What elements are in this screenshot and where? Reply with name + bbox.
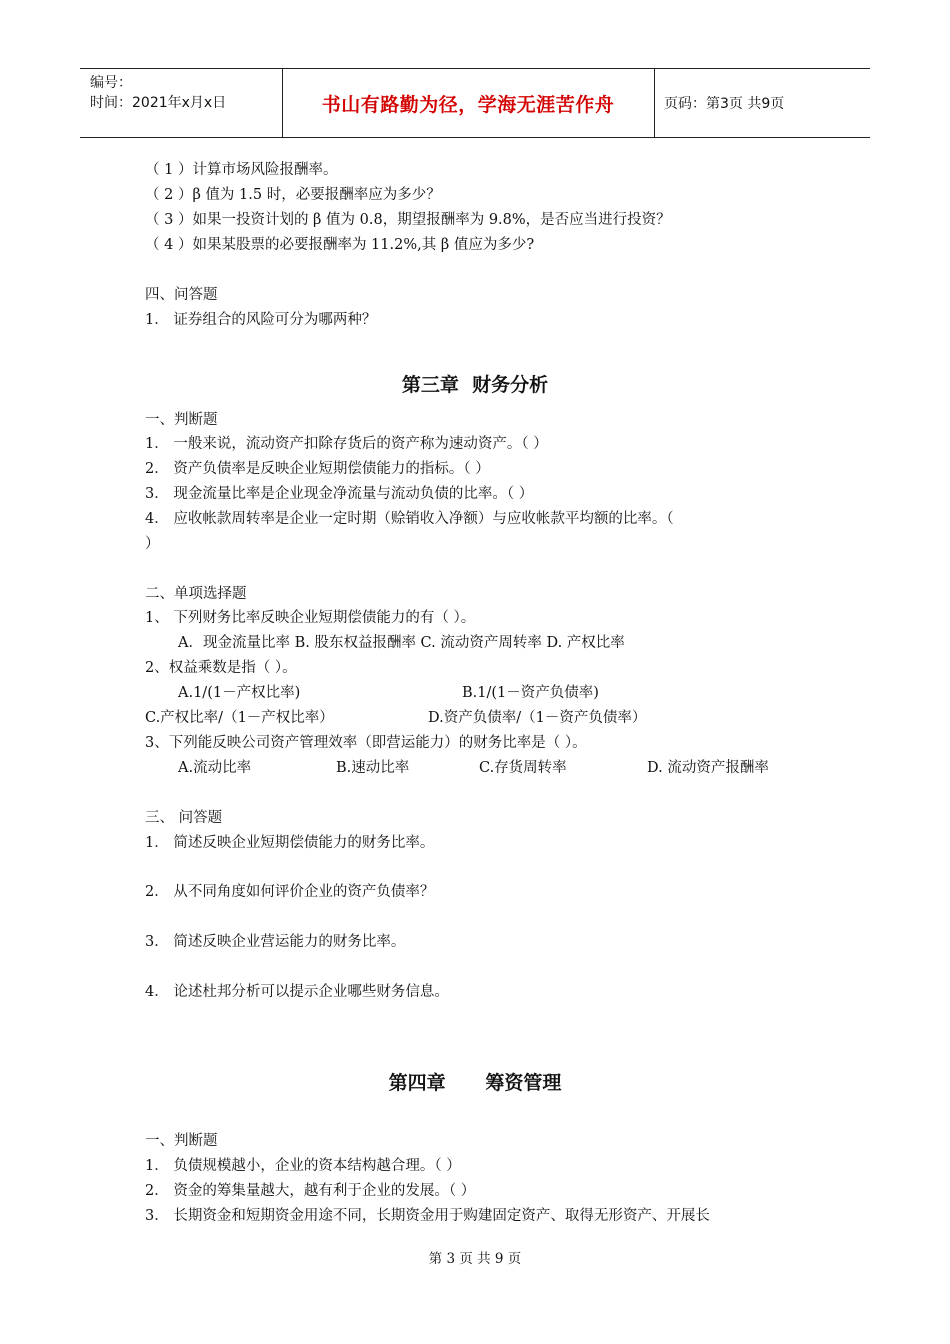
choice-option: D.资产负债率/（1－资产负债率） bbox=[428, 710, 647, 726]
question-line: 4． 应收帐款周转率是企业一定时期（赊销收入净额）与应收帐款平均额的比率。（ bbox=[145, 511, 674, 527]
header-divider bbox=[654, 69, 655, 137]
question-line: 1． 一般来说，流动资产扣除存货后的资产称为速动资产。（ ） bbox=[145, 436, 548, 452]
question-line: 4． 论述杜邦分析可以提示企业哪些财务信息。 bbox=[145, 984, 449, 1000]
header-page-info: 页码：第3页 共9页 bbox=[664, 96, 785, 112]
question-line: 2、权益乘数是指（ ）。 bbox=[145, 660, 297, 676]
number-label: 编号： bbox=[90, 75, 132, 91]
page-footer: 第 3 页 共 9 页 bbox=[428, 1251, 522, 1267]
question-line: ） bbox=[145, 536, 160, 552]
question-line: （ 2 ）β 值为 1.5 时，必要报酬率应为多少？ bbox=[145, 187, 441, 203]
section-heading: 二、单项选择题 bbox=[145, 586, 247, 602]
choice-option: A.流动比率 bbox=[178, 760, 252, 776]
question-line: （ 4 ）如果某股票的必要报酬率为 11.2%,其 β 值应为多少? bbox=[145, 237, 535, 253]
section-heading: 一、判断题 bbox=[145, 1133, 218, 1149]
question-line: 1． 证券组合的风险可分为哪两种？ bbox=[145, 312, 377, 328]
page-header bbox=[80, 68, 870, 138]
question-line: （ 1 ）计算市场风险报酬率。 bbox=[145, 162, 338, 178]
question-line: 2． 从不同角度如何评价企业的资产负债率？ bbox=[145, 884, 435, 900]
chapter-title: 第三章 财务分析 bbox=[401, 374, 549, 396]
section-heading: 一、判断题 bbox=[145, 412, 218, 428]
question-line: 2． 资金的筹集量越大，越有利于企业的发展。（ ） bbox=[145, 1183, 476, 1199]
choice-option: B.速动比率 bbox=[336, 760, 410, 776]
choice-option: A.1/(1－产权比率) bbox=[178, 685, 301, 701]
question-line: 2． 资产负债率是反映企业短期偿债能力的指标。（ ） bbox=[145, 461, 490, 477]
time-label: 时间：2021年x月x日 bbox=[90, 95, 227, 111]
question-line: 1． 负债规模越小，企业的资本结构越合理。（ ） bbox=[145, 1158, 461, 1174]
question-line: 1． 简述反映企业短期偿债能力的财务比率。 bbox=[145, 835, 435, 851]
section-heading: 三、 问答题 bbox=[145, 810, 223, 826]
question-line: 3． 简述反映企业营运能力的财务比率。 bbox=[145, 934, 406, 950]
choice-option: B.1/(1－资产负债率) bbox=[462, 685, 599, 701]
question-line: 1、 下列财务比率反映企业短期偿债能力的有（ ）。 bbox=[145, 610, 476, 626]
header-meta bbox=[90, 73, 226, 113]
question-line: （ 3 ）如果一投资计划的 β 值为 0.8，期望报酬率为 9.8%，是否应当进行投资？ bbox=[145, 212, 671, 228]
choice-option: C.产权比率/（1－产权比率） bbox=[145, 710, 334, 726]
question-line: 3． 现金流量比率是企业现金净流量与流动负债的比率。（ ） bbox=[145, 486, 534, 502]
chapter-title: 第四章 筹资管理 bbox=[388, 1072, 562, 1094]
question-line: 3、下列能反映公司资产管理效率（即营运能力）的财务比率是（ ）。 bbox=[145, 735, 587, 751]
section-heading: 四、问答题 bbox=[145, 287, 218, 303]
choice-line: A．现金流量比率 B. 股东权益报酬率 C. 流动资产周转率 D. 产权比率 bbox=[178, 635, 625, 651]
choice-option: D. 流动资产报酬率 bbox=[647, 760, 769, 776]
header-motto: 书山有路勤为径，学海无涯苦作舟 bbox=[321, 93, 615, 116]
question-line: 3． 长期资金和短期资金用途不同，长期资金用于购建固定资产、取得无形资产、开展长 bbox=[145, 1208, 710, 1224]
choice-option: C.存货周转率 bbox=[479, 760, 567, 776]
